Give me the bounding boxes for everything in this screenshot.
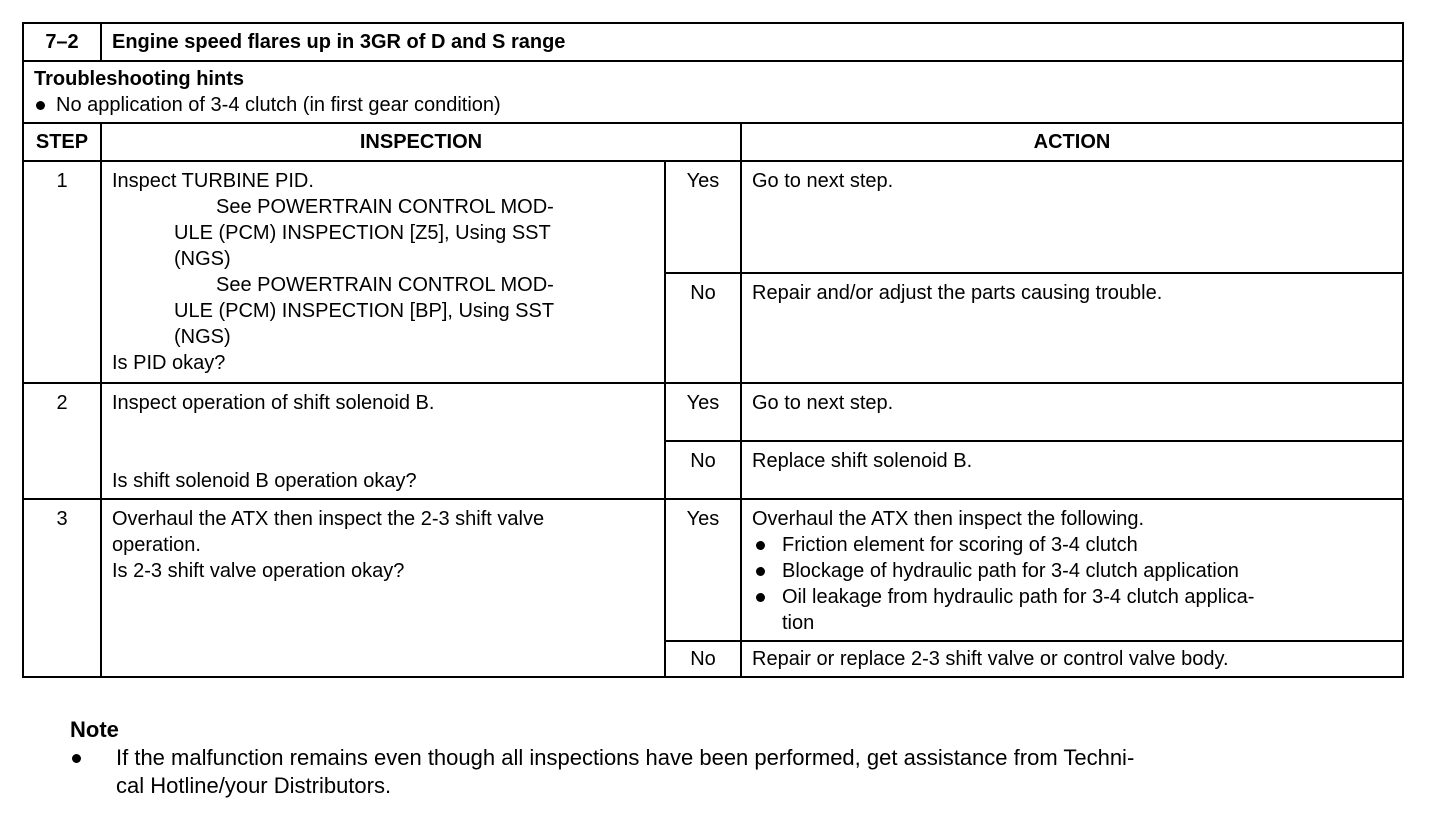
inspection-line: Inspect TURBINE PID.: [112, 170, 314, 192]
yes-label: Yes: [665, 499, 741, 641]
note-section: [70, 716, 1390, 800]
action-bullet-item: Blockage of hydraulic path for 3-4 clutch application: [752, 558, 1392, 584]
inspection-line: Inspect operation of shift solenoid B.: [112, 392, 435, 414]
action-line: Overhaul the ATX then inspect the following.: [752, 508, 1145, 530]
no-label: No: [665, 273, 741, 383]
header-row: [23, 23, 1403, 61]
hints-title: Troubleshooting hints: [34, 68, 244, 90]
action-bullet-item: Oil leakage from hydraulic path for 3-4 clutch applica-: [752, 584, 1392, 610]
troubleshooting-table: [22, 22, 1404, 678]
note-item: [70, 744, 1390, 800]
reference-line: See POWERTRAIN CONTROL MOD-: [216, 196, 554, 218]
inspection-line: Overhaul the ATX then inspect the 2-3 shift valve: [112, 508, 545, 530]
step-column-header: STEP: [23, 123, 101, 161]
bullet-icon: [70, 752, 82, 764]
inspection-line: operation.: [112, 534, 201, 556]
bullet-icon: [754, 565, 766, 577]
reference-line: (NGS): [174, 248, 231, 270]
step-number: 2: [23, 383, 101, 499]
action-column-header: ACTION: [741, 123, 1403, 161]
note-line: If the malfunction remains even though all inspections have been performed, get assistance from Techni-: [116, 745, 1135, 770]
yes-label: Yes: [665, 383, 741, 441]
step-3-yes-row: [23, 499, 1403, 641]
action-bullet-item: Friction element for scoring of 3-4 clutch: [752, 532, 1392, 558]
no-action: Replace shift solenoid B.: [741, 441, 1403, 499]
note-line: cal Hotline/your Distributors.: [116, 773, 392, 798]
yes-action: [741, 499, 1403, 641]
step-number: 3: [23, 499, 101, 677]
procedure-title: Engine speed flares up in 3GR of D and S range: [101, 23, 1403, 61]
inspection-question: Is PID okay?: [112, 352, 226, 374]
step-1-inspection: [101, 161, 665, 383]
step-1-yes-row: [23, 161, 1403, 273]
yes-action: Go to next step.: [741, 161, 1403, 273]
hint-item: [34, 92, 1394, 118]
reference-line: ULE (PCM) INSPECTION [Z5], Using SST: [174, 222, 551, 244]
troubleshooting-hints: [23, 61, 1403, 123]
inspection-question: Is 2-3 shift valve operation okay?: [112, 560, 405, 582]
action-bullet-continuation: tion: [782, 612, 815, 634]
procedure-code: 7–2: [23, 23, 101, 61]
troubleshooting-document: [22, 22, 1402, 678]
bullet-icon: [754, 539, 766, 551]
reference-line: (NGS): [174, 326, 231, 348]
bullet-icon: [34, 99, 46, 111]
no-action: Repair or replace 2-3 shift valve or control valve body.: [741, 641, 1403, 677]
reference-line: ULE (PCM) INSPECTION [BP], Using SST: [174, 300, 555, 322]
step-2-inspection: [101, 383, 665, 499]
step-number: 1: [23, 161, 101, 383]
hint-text: No application of 3-4 clutch (in first gear condition): [56, 94, 501, 116]
no-label: No: [665, 641, 741, 677]
reference-line: See POWERTRAIN CONTROL MOD-: [216, 274, 554, 296]
inspection-column-header: INSPECTION: [101, 123, 741, 161]
yes-label: Yes: [665, 161, 741, 273]
note-title: Note: [70, 717, 119, 742]
column-header-row: [23, 123, 1403, 161]
inspection-question: Is shift solenoid B operation okay?: [112, 470, 417, 492]
step-3-inspection: [101, 499, 665, 677]
step-2-yes-row: [23, 383, 1403, 441]
no-action: Repair and/or adjust the parts causing trouble.: [741, 273, 1403, 383]
bullet-icon: [754, 591, 766, 603]
hints-row: [23, 61, 1403, 123]
yes-action: Go to next step.: [741, 383, 1403, 441]
no-label: No: [665, 441, 741, 499]
